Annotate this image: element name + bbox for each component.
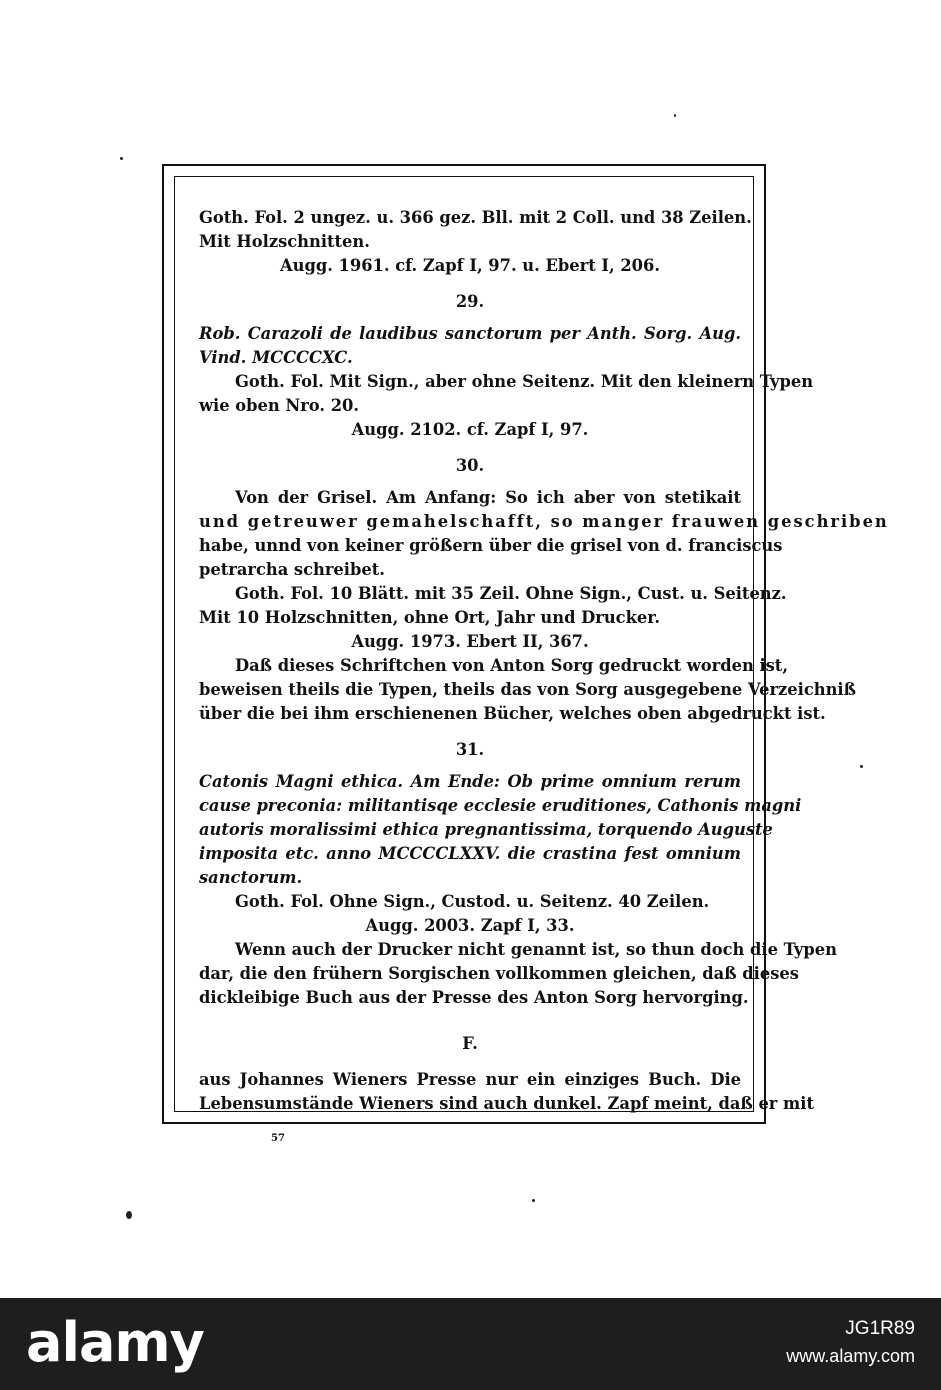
entry-note: beweisen theils die Typen, theils das von Sorg ausgegebene Verzeichniß (199, 680, 856, 699)
reference-line: Augg. 2102. cf. Zapf I, 97. (351, 420, 589, 439)
entry-title: petrarcha schreibet. (199, 560, 385, 579)
reference-line: Augg. 1961. cf. Zapf I, 97. u. Ebert I, 206. (279, 256, 661, 275)
reference-line: Augg. 2003. Zapf I, 33. (365, 916, 575, 935)
entry-number: 29. (455, 292, 485, 311)
entry-title: autoris moralissimi ethica pregnantissima, torquendo Auguste (199, 820, 773, 839)
dust-speck (860, 765, 863, 768)
watermark-image-id: JG1R89 (845, 1318, 915, 1339)
reference-line: Augg. 1973. Ebert II, 367. (351, 632, 589, 651)
text-line: Goth. Fol. 2 ungez. u. 366 gez. Bll. mit 2 Coll. und 38 Zeilen. (199, 208, 752, 227)
text-block (199, 206, 889, 1116)
entry-title: habe, unnd von keiner größern über die grisel von d. franciscus (199, 536, 783, 555)
watermark-logo: alamy (26, 1311, 204, 1374)
entry-description: Goth. Fol. Mit Sign., aber ohne Seitenz. Mit den kleinern Typen (235, 372, 814, 391)
entry-number: 30. (455, 456, 485, 475)
watermark-bar (0, 1298, 941, 1390)
dust-speck (126, 1211, 132, 1219)
entry-title: Vind. MCCCCXC. (199, 348, 353, 367)
entry-title: sanctorum. (199, 868, 303, 887)
dust-speck (532, 1199, 535, 1202)
watermark-info (786, 1308, 915, 1367)
entry-title: cause preconia: militantisqe ecclesie eruditiones, Cathonis magni (199, 796, 802, 815)
entry-number: 31. (455, 740, 485, 759)
dust-speck (674, 114, 676, 117)
entry-description: Mit 10 Holzschnitten, ohne Ort, Jahr und Drucker. (199, 608, 660, 627)
entry-note: dar, die den frühern Sorgischen vollkommen gleichen, daß dieses (199, 964, 799, 983)
watermark-url: www.alamy.com (786, 1346, 915, 1366)
entry-description: Goth. Fol. 10 Blätt. mit 35 Zeil. Ohne Sign., Cust. u. Seitenz. (235, 584, 787, 603)
entry-description: Goth. Fol. Ohne Sign., Custod. u. Seitenz. 40 Zeilen. (235, 892, 710, 911)
entry-title: Rob. Carazoli de laudibus sanctorum per Anth. Sorg. Aug. (199, 324, 741, 343)
section-text: aus Johannes Wieners Presse nur ein einziges Buch. Die (199, 1070, 741, 1089)
entry-title: imposita etc. anno MCCCCLXXV. die crastina fest omnium (199, 844, 741, 863)
entry-note: über die bei ihm erschienenen Bücher, welches oben abgedruckt ist. (199, 704, 826, 723)
page-number: 57 (271, 1133, 285, 1144)
entry-note: dickleibige Buch aus der Presse des Anton Sorg hervorging. (199, 988, 749, 1007)
entry-title: Von der Grisel. Am Anfang: So ich aber von stetikait (235, 488, 741, 507)
section-text: Lebensumstände Wieners sind auch dunkel. Zapf meint, daß er mit (199, 1094, 814, 1113)
entry-note: Daß dieses Schriftchen von Anton Sorg gedruckt worden ist, (235, 656, 788, 675)
entry-title: Catonis Magni ethica. Am Ende: Ob prime omnium rerum (199, 772, 741, 791)
entry-description: wie oben Nro. 20. (199, 396, 360, 415)
entry-title: und getreuwer gemahelschafft, so manger frauwen geschriben (199, 512, 889, 531)
text-line: Mit Holzschnitten. (199, 232, 370, 251)
dust-speck (120, 157, 123, 160)
entry-note: Wenn auch der Drucker nicht genannt ist, so thun doch die Typen (235, 940, 837, 959)
section-heading: F. (462, 1034, 478, 1053)
